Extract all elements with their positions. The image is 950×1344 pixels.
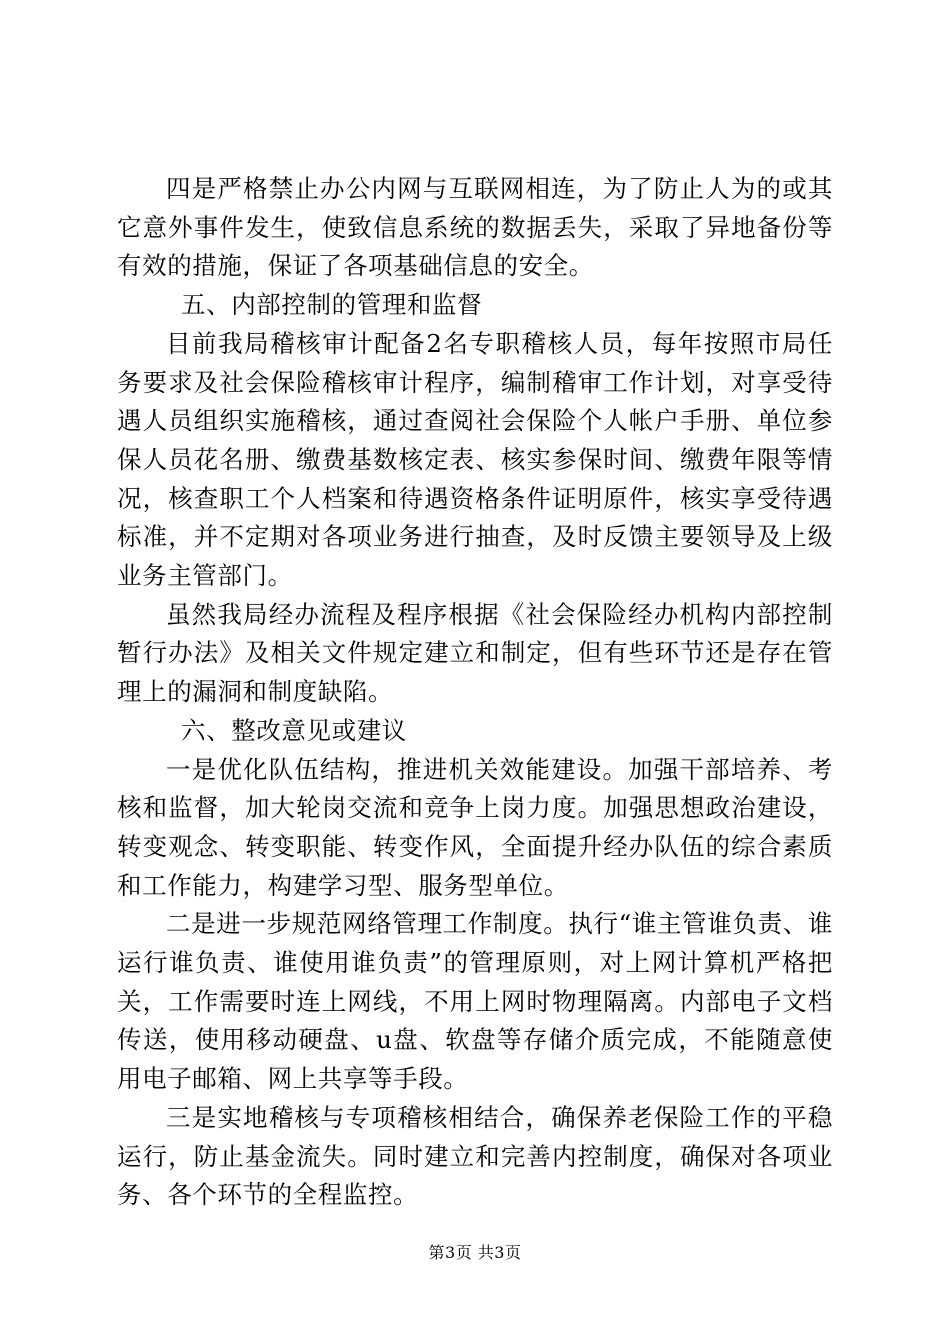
document-body bbox=[117, 170, 833, 1215]
paragraph-audit-combination: 三是实地稽核与专项稽核相结合，确保养老保险工作的平稳运行，防止基金流失。同时建立和完善内控制度，确保对各项业务、各个环节的全程监控。 bbox=[117, 1102, 833, 1210]
section-heading-rectification: 六、整改意见或建议 bbox=[181, 715, 407, 745]
paragraph-process-defects: 虽然我局经办流程及程序根据《社会保险经办机构内部控制暂行办法》及相关文件规定建立和制定，但有些环节还是存在管理上的漏洞和制度缺陷。 bbox=[117, 599, 833, 707]
paragraph-network-management: 二是进一步规范网络管理工作制度。执行“谁主管谁负责、谁运行谁负责、谁使用谁负责”的管理原则，对上网计算机严格把关，工作需要时连上网线，不用上网时物理隔离。内部电子文档传送，使用移动硬盘、u盘、软盘等存储介质完成，不能随意使用电子邮箱、网上共享等手段。 bbox=[117, 909, 833, 1094]
paragraph-audit-staff: 目前我局稽核审计配备2名专职稽核人员，每年按照市局任务要求及社会保险稽核审计程序，编制稽审工作计划，对享受待遇人员组织实施稽核，通过查阅社会保险个人帐户手册、单位参保人员花名册、缴费基数核定表、核实参保时间、缴费年限等情况，核查职工个人档案和待遇资格条件证明原件，核实享受待遇标准，并不定期对各项业务进行抽查，及时反馈主要领导及上级业务主管部门。 bbox=[117, 328, 833, 591]
section-heading-internal-control: 五、内部控制的管理和监督 bbox=[181, 290, 483, 320]
paragraph-network-isolation: 四是严格禁止办公内网与互联网相连，为了防止人为的或其它意外事件发生，使致信息系统的数据丢失，采取了异地备份等有效的措施，保证了各项基础信息的安全。 bbox=[117, 174, 833, 281]
paragraph-team-structure: 一是优化队伍结构，推进机关效能建设。加强干部培养、考核和监督，加大轮岗交流和竞争上岗力度。加强思想政治建设，转变观念、转变职能、转变作风，全面提升经办队伍的综合素质和工作能力，构建学习型、服务型单位。 bbox=[117, 754, 833, 900]
page-footer: 第3页 共3页 bbox=[428, 1243, 522, 1262]
